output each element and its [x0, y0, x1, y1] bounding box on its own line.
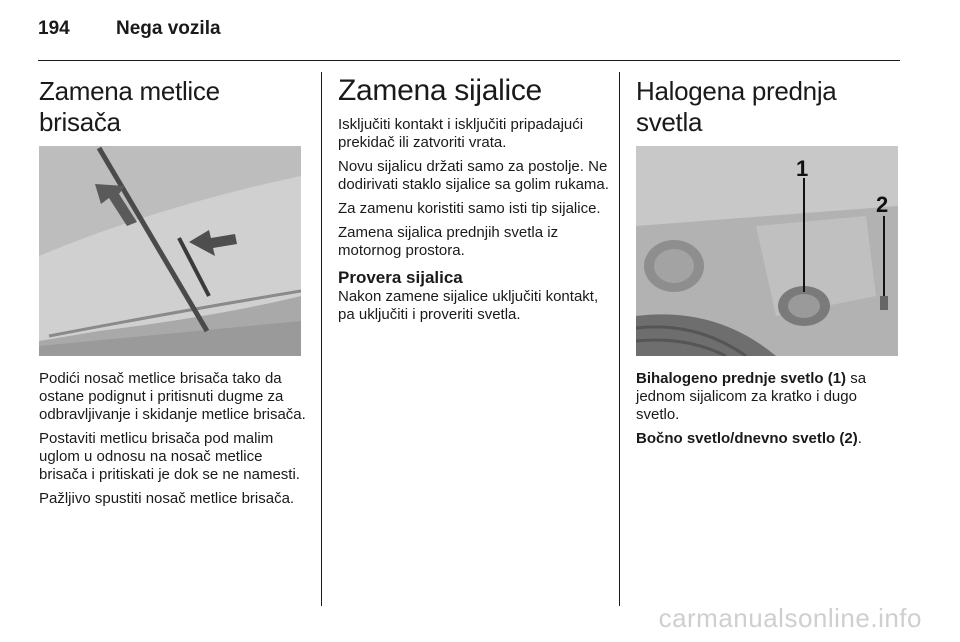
- page-header: [38, 18, 221, 48]
- column-bulb-replacement: [338, 72, 610, 330]
- subsection-title-check: Provera sijalica: [338, 268, 463, 287]
- bulb-paragraph-1: Isključiti kontakt i isključiti pripadajući prekidač ili zatvoriti vrata.: [338, 116, 584, 151]
- bulb-paragraph-2: Novu sijalicu držati samo za postolje. Ne dodirivati staklo sijalice sa golim rukama.: [338, 158, 609, 193]
- bulb-paragraph-3: Za zamenu koristiti samo isti tip sijalice.: [338, 200, 601, 217]
- headlight-item-1-text: sa jednom sijalicom za kratko i dugo svetlo.: [636, 370, 867, 423]
- column-divider-1: [321, 72, 322, 606]
- bulb-paragraph-4: Zamena sijalica prednjih svetla iz motornog prostora.: [338, 224, 559, 259]
- section-title-bulb: Zamena sijalice: [338, 74, 542, 107]
- section-title-wiper: Zamena metlice brisača: [39, 76, 220, 137]
- callout-label-2: 2: [876, 192, 889, 217]
- wiper-paragraph-1: Podići nosač metlice brisača tako da ostane podignut i pritisnuti dugme za odbravljivanje i skidanje metlice brisača.: [39, 370, 306, 423]
- headlight-item-2-text: .: [857, 430, 862, 447]
- headlight-item-2: [636, 430, 904, 448]
- wiper-photo: [39, 146, 301, 356]
- check-paragraph: Nakon zamene sijalice uključiti kontakt, pa uključiti i proveriti svetla.: [338, 288, 599, 323]
- header-divider: [38, 60, 900, 61]
- headlight-item-1-label: Bihalogeno prednje svetlo (1): [636, 370, 847, 387]
- column-wiper-blade: [39, 72, 307, 514]
- headlight-photo: [636, 146, 898, 356]
- section-title-halogen: Halogena prednja svetla: [636, 76, 837, 137]
- watermark: carmanualsonline.info: [658, 603, 922, 633]
- wiper-paragraph-3: Pažljivo spustiti nosač metlice brisača.: [39, 490, 295, 507]
- headlight-item-1: [636, 370, 904, 424]
- headlight-item-2-label: Bočno svetlo/dnevno svetlo (2): [636, 430, 858, 447]
- page-number: 194: [38, 18, 70, 39]
- callout-label-1: 1: [796, 156, 809, 181]
- column-divider-2: [619, 72, 620, 606]
- wiper-paragraph-2: Postaviti metlicu brisača pod malim uglom u odnosu na nosač metlice brisača i pritiskati je dok se ne namesti.: [39, 430, 300, 483]
- chapter-title: Nega vozila: [116, 18, 221, 39]
- column-halogen-headlights: [636, 72, 904, 454]
